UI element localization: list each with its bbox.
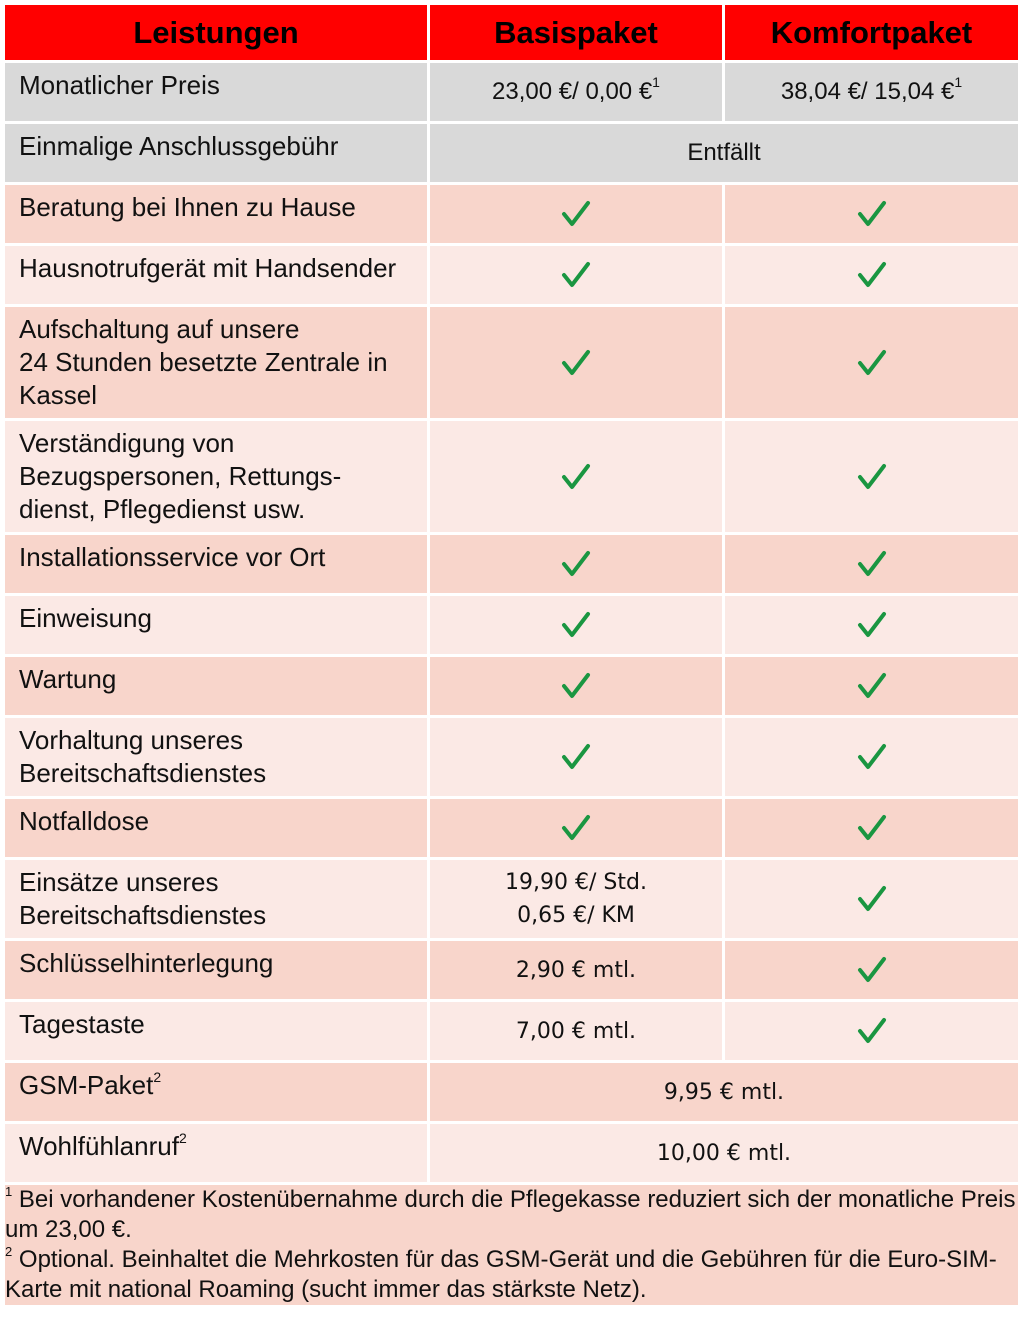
row-label: Hausnotrufgerät mit Handsender <box>4 245 429 306</box>
table-row <box>4 656 1020 717</box>
row-label: Einweisung <box>4 595 429 656</box>
gsm-price: 9,95 € mtl. <box>429 1062 1020 1123</box>
row-label: GSM-Paket$^2$ <box>4 1062 429 1123</box>
table-row <box>4 306 1020 420</box>
row-label: Tagestaste <box>4 1001 429 1062</box>
basis-cell <box>429 534 724 595</box>
table-row <box>4 1001 1020 1062</box>
checkmark-icon <box>561 813 591 843</box>
komfort-price: 38,04 €/ 15,04 €$^1$ <box>724 62 1020 123</box>
row-label: Schlüsselhinterlegung <box>4 940 429 1001</box>
checkmark-icon <box>561 462 591 492</box>
basis-cell <box>429 656 724 717</box>
checkmark-icon <box>857 955 887 985</box>
table-row <box>4 595 1020 656</box>
basis-tagestaste-price: 7,00 € mtl. <box>429 1001 724 1062</box>
row-label: Einsätze unseres Bereitschaftsdienstes <box>4 859 429 940</box>
basis-cell <box>429 798 724 859</box>
footnote-1: $^1$ Bei vorhandener Kostenübernahme durch die Pflegekasse reduziert sich der monatliche Preis um 23,00 €. <box>5 1184 1016 1243</box>
checkmark-icon <box>561 671 591 701</box>
row-label: Vorhaltung unseres Bereitschaftsdienstes <box>4 717 429 798</box>
basis-schluessel-price: 2,90 € mtl. <box>429 940 724 1001</box>
table-row <box>4 1062 1020 1123</box>
komfort-cell <box>724 534 1020 595</box>
basis-cell <box>429 245 724 306</box>
table-row <box>4 940 1020 1001</box>
table-row <box>4 123 1020 184</box>
checkmark-icon <box>857 1016 887 1046</box>
basis-cell <box>429 184 724 245</box>
footnotes <box>4 1184 1020 1307</box>
header-komfortpaket: Komfortpaket <box>724 4 1020 62</box>
checkmark-icon <box>857 462 887 492</box>
komfort-cell <box>724 245 1020 306</box>
table-row <box>4 245 1020 306</box>
basis-price: 23,00 €/ 0,00 €$^1$ <box>429 62 724 123</box>
table-row <box>4 859 1020 940</box>
basis-einsatz-price: 19,90 €/ Std. 0,65 €/ KM <box>429 859 724 940</box>
checkmark-icon <box>561 348 591 378</box>
checkmark-icon <box>857 813 887 843</box>
checkmark-icon <box>857 610 887 640</box>
checkmark-icon <box>561 260 591 290</box>
checkmark-icon <box>857 742 887 772</box>
checkmark-icon <box>561 742 591 772</box>
table-row <box>4 798 1020 859</box>
row-label: Installationsservice vor Ort <box>4 534 429 595</box>
footnote-2: $^2$ Optional. Beinhaltet die Mehrkosten für das GSM-Gerät und die Gebühren für die Euro-SIM-Karte mit national Roaming (sucht immer das stärkste Netz). <box>5 1244 997 1303</box>
row-label: Verständigung von Bezugspersonen, Rettungs- dienst, Pflegedienst usw. <box>4 420 429 534</box>
basis-cell <box>429 306 724 420</box>
row-label: Wohlfühlanruf$^2$ <box>4 1123 429 1184</box>
pricing-table <box>2 2 1021 1308</box>
checkmark-icon <box>857 671 887 701</box>
header-row <box>4 4 1020 62</box>
row-label: Einmalige Anschlussgebühr <box>4 123 429 184</box>
basis-cell <box>429 595 724 656</box>
wohlfuehl-price: 10,00 € mtl. <box>429 1123 1020 1184</box>
komfort-cell <box>724 595 1020 656</box>
table-row <box>4 1123 1020 1184</box>
table-row <box>4 534 1020 595</box>
basis-cell <box>429 717 724 798</box>
basis-cell <box>429 420 724 534</box>
checkmark-icon <box>857 549 887 579</box>
row-label-text: Monatlicher Preis <box>19 70 220 100</box>
table-row <box>4 420 1020 534</box>
komfort-cell <box>724 1001 1020 1062</box>
row-label <box>4 62 429 123</box>
footnote-row <box>4 1184 1020 1307</box>
fee-value: Entfällt <box>429 123 1020 184</box>
komfort-cell <box>724 306 1020 420</box>
checkmark-icon <box>561 199 591 229</box>
checkmark-icon <box>857 260 887 290</box>
table-row <box>4 717 1020 798</box>
header-leistungen: Leistungen <box>4 4 429 62</box>
row-label: Notfalldose <box>4 798 429 859</box>
checkmark-icon <box>561 610 591 640</box>
row-label: Aufschaltung auf unsere 24 Stunden besetzte Zentrale in Kassel <box>4 306 429 420</box>
table-row <box>4 62 1020 123</box>
row-label: Wartung <box>4 656 429 717</box>
komfort-cell <box>724 717 1020 798</box>
table-row <box>4 184 1020 245</box>
komfort-cell <box>724 798 1020 859</box>
komfort-cell <box>724 859 1020 940</box>
header-basispaket: Basispaket <box>429 4 724 62</box>
komfort-cell <box>724 420 1020 534</box>
checkmark-icon <box>857 884 887 914</box>
checkmark-icon <box>857 348 887 378</box>
checkmark-icon <box>857 199 887 229</box>
row-label: Beratung bei Ihnen zu Hause <box>4 184 429 245</box>
komfort-cell <box>724 940 1020 1001</box>
komfort-cell <box>724 184 1020 245</box>
komfort-cell <box>724 656 1020 717</box>
checkmark-icon <box>561 549 591 579</box>
